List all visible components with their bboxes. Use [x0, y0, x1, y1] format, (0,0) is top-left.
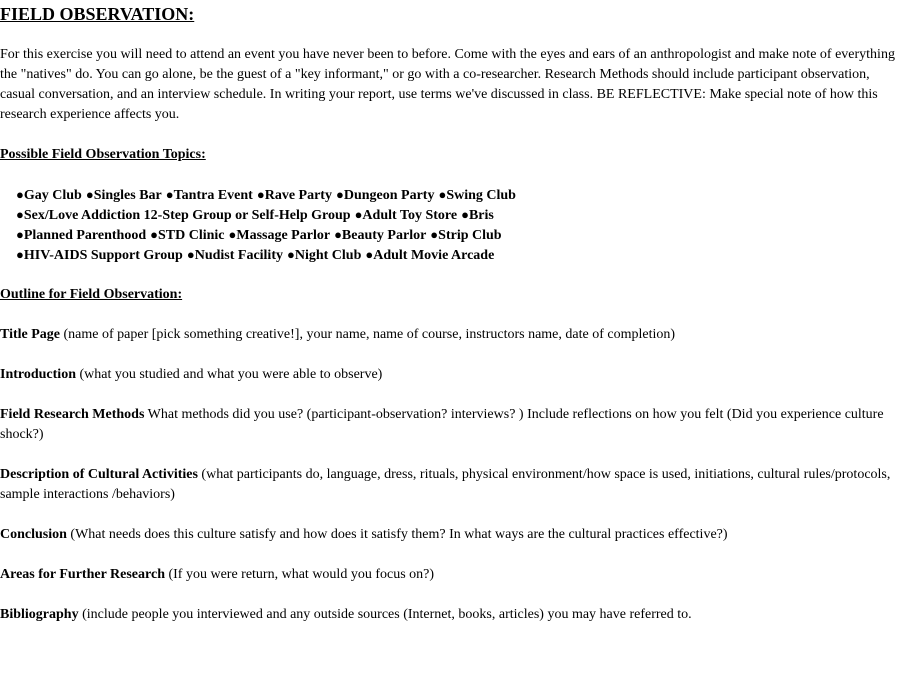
- outline-desc: (If you were return, what would you focus on?): [168, 567, 435, 582]
- outline-term: Areas for Further Research: [0, 567, 165, 582]
- bullet-icon: ●: [16, 207, 24, 222]
- topic-label: STD Clinic: [157, 228, 225, 243]
- topic-label: Gay Club: [23, 188, 82, 203]
- topic-label: Beauty Parlor: [341, 228, 427, 243]
- topic-label: HIV-AIDS Support Group: [23, 248, 183, 263]
- topics-list: [16, 185, 896, 265]
- outline-term: Introduction: [0, 367, 76, 382]
- topic-item: [355, 208, 458, 223]
- outline-item-conclusion: [0, 525, 895, 545]
- topic-item: [257, 188, 332, 203]
- outline-term: Title Page: [0, 327, 61, 342]
- bullet-icon: ●: [16, 227, 24, 242]
- bullet-icon: ●: [228, 227, 237, 242]
- outline-item-areas-for-further-research: [0, 565, 895, 585]
- outline-desc: (What needs does this culture satisfy and how does it satisfy them? In what ways are the cultural practices effective?): [70, 527, 728, 542]
- topic-item: [430, 228, 501, 243]
- topic-label: Adult Movie Arcade: [373, 248, 495, 263]
- topic-item: [229, 228, 331, 243]
- topic-item: [166, 188, 253, 203]
- topic-item: [16, 188, 82, 203]
- topic-line: [16, 205, 896, 225]
- topic-label: Sex/Love Addiction 12-Step Group or Self-Help Group: [23, 208, 351, 223]
- topic-item: [16, 248, 183, 263]
- topic-label: Singles Bar: [93, 188, 162, 203]
- bullet-icon: ●: [461, 207, 469, 222]
- bullet-icon: ●: [430, 227, 439, 242]
- outline-item-bibliography: [0, 605, 895, 625]
- outline-term: Field Research Methods: [0, 407, 145, 422]
- topic-line: [16, 185, 896, 205]
- topic-line: [16, 225, 896, 245]
- topic-item: [438, 188, 516, 203]
- outline-item-title-page: [0, 325, 895, 345]
- outline-desc: (what you studied and what you were able to observe): [79, 367, 383, 382]
- page-title: FIELD OBSERVATION:: [0, 4, 195, 24]
- topic-item: [461, 208, 494, 223]
- topic-item: [336, 188, 434, 203]
- bullet-icon: ●: [438, 187, 447, 202]
- outline-term: Conclusion: [0, 527, 67, 542]
- bullet-icon: ●: [354, 207, 363, 222]
- outline-heading: Outline for Field Observation:: [0, 287, 183, 302]
- outline-desc: (include people you interviewed and any outside sources (Internet, books, articles) you may have referred to.: [82, 607, 692, 622]
- topic-label: Tantra Event: [173, 188, 253, 203]
- topic-item: [187, 248, 283, 263]
- bullet-icon: ●: [256, 187, 265, 202]
- topic-label: Adult Toy Store: [362, 208, 458, 223]
- topic-item: [365, 248, 494, 263]
- bullet-icon: ●: [334, 227, 342, 242]
- topic-label: Massage Parlor: [236, 228, 331, 243]
- topic-item: [16, 208, 351, 223]
- bullet-icon: ●: [335, 187, 344, 202]
- bullet-icon: ●: [16, 187, 24, 202]
- bullet-icon: ●: [186, 247, 195, 262]
- outline-item-introduction: [0, 365, 895, 385]
- topic-item: [16, 228, 146, 243]
- topics-heading: Possible Field Observation Topics:: [0, 147, 206, 162]
- topic-item: [287, 248, 361, 263]
- bullet-icon: ●: [16, 247, 24, 262]
- topic-item: [86, 188, 162, 203]
- bullet-icon: ●: [165, 187, 174, 202]
- bullet-icon: ●: [150, 227, 158, 242]
- outline-term: Description of Cultural Activities: [0, 467, 198, 482]
- topic-label: Swing Club: [446, 188, 516, 203]
- topic-label: Strip Club: [438, 228, 502, 243]
- topic-item: [150, 228, 224, 243]
- outline-desc: (name of paper [pick something creative!], your name, name of course, instructors name, date of completion): [63, 327, 676, 342]
- topic-label: Planned Parenthood: [23, 228, 147, 243]
- topic-line: [16, 245, 896, 265]
- bullet-icon: ●: [365, 247, 374, 262]
- outline-item-description-of-cultural-activities: [0, 465, 895, 505]
- outline-desc: (what participants do, language, dress, rituals, physical environment/how space is used, initiations, cultural rules/protocols, sample interactions /behaviors): [0, 467, 891, 502]
- outline-item-field-research-methods: [0, 405, 895, 445]
- bullet-icon: ●: [85, 187, 94, 202]
- bullet-icon: ●: [286, 247, 295, 262]
- topic-item: [334, 228, 426, 243]
- topic-label: Night Club: [294, 248, 362, 263]
- topic-label: Bris: [468, 208, 494, 223]
- topic-label: Dungeon Party: [343, 188, 435, 203]
- outline-term: Bibliography: [0, 607, 79, 622]
- intro-paragraph: For this exercise you will need to attend an event you have never been to before. Come with the eyes and ears of an anthropologist and make note of everything the "natives" do. You can go alone, be the guest of a "key informant," or go with a co-researcher. Research Methods should include participant observation, casual conversation, and an interview schedule. In writing your report, use terms we've discussed in class. BE REFLECTIVE: Make special note of how this research experience affects you.: [0, 47, 895, 122]
- outline-desc: What methods did you use? (participant-observation? interviews? ) Include reflections on how you felt (Did you experience culture shock?): [0, 407, 884, 442]
- topic-label: Nudist Facility: [194, 248, 283, 263]
- topic-label: Rave Party: [264, 188, 332, 203]
